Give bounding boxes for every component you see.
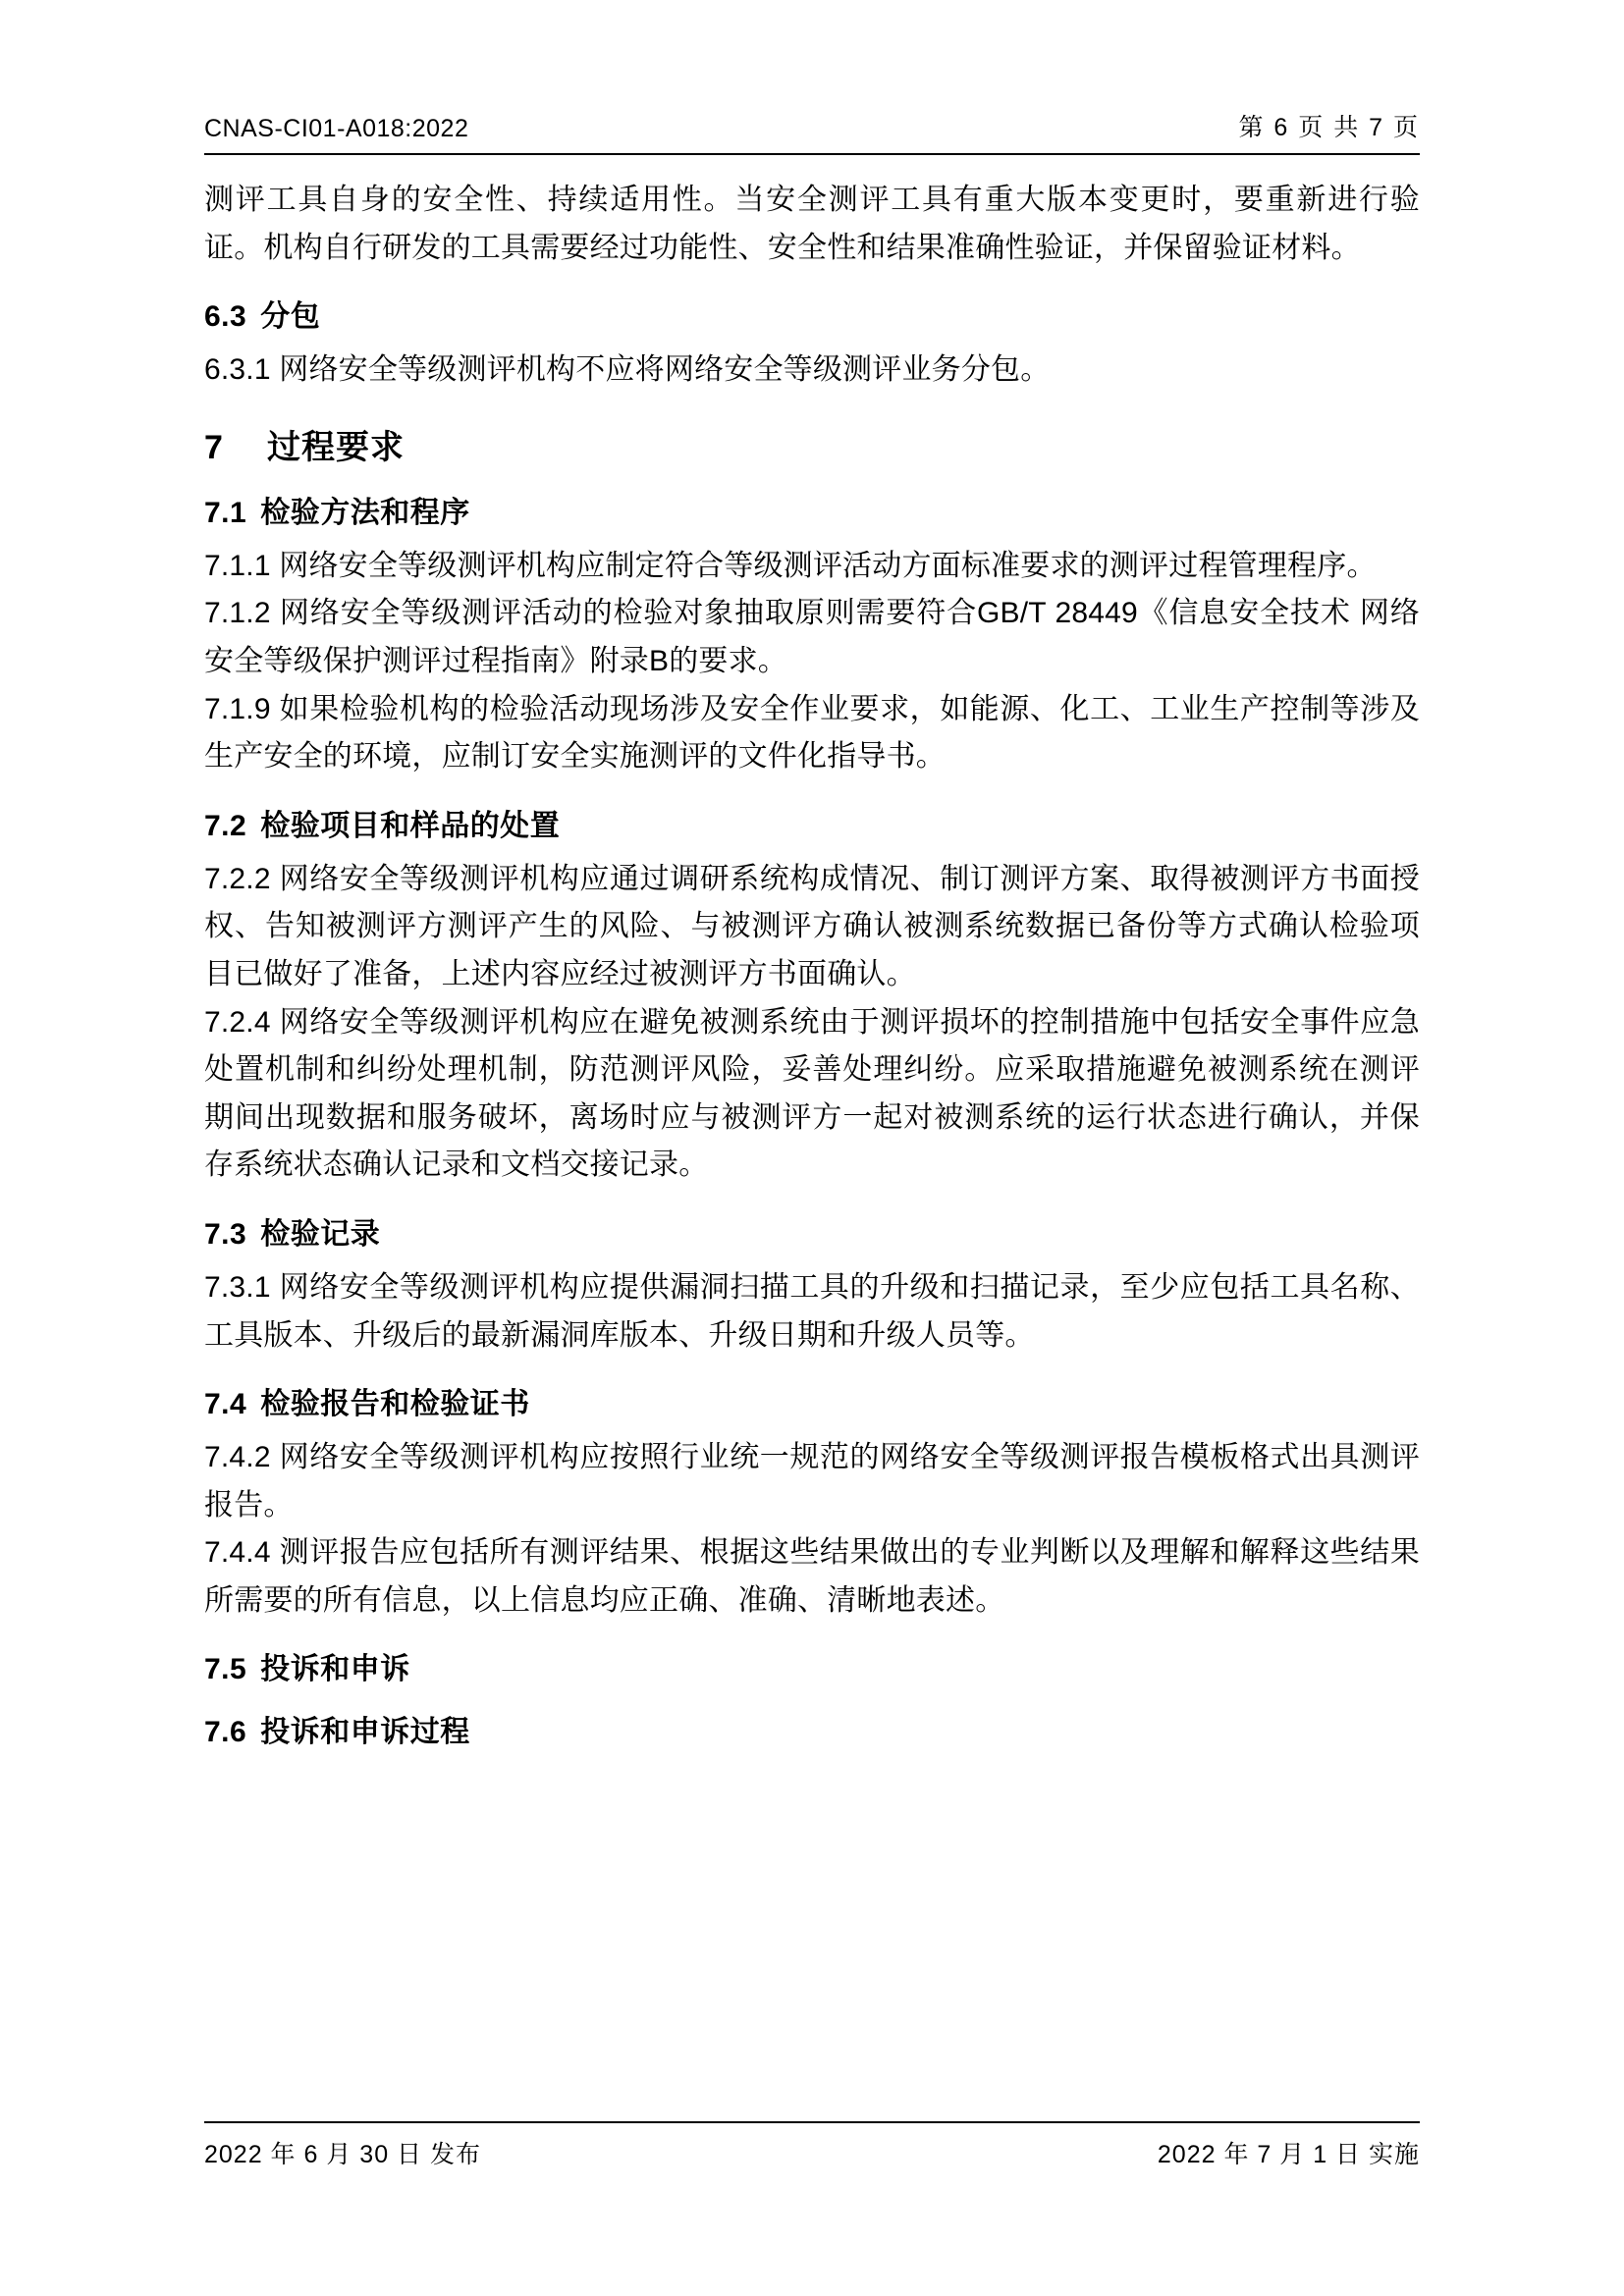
paragraph-7-1-2: 7.1.2 网络安全等级测评活动的检验对象抽取原则需要符合GB/T 28449《信息安全技术 网络安全等级保护测评过程指南》附录B的要求。: [204, 597, 1420, 677]
heading-7-6-title: 投诉和申诉过程: [260, 1716, 470, 1749]
paragraph-7-1-9: 7.1.9 如果检验机构的检验活动现场涉及安全作业要求，如能源、化工、工业生产控制等涉及生产安全的环境，应制订安全实施测评的文件化指导书。: [204, 692, 1420, 774]
heading-7-2-title: 检验项目和样品的处置: [260, 809, 561, 842]
heading-6-3: [204, 292, 1420, 335]
header-document-id: CNAS-CI01-A018:2022: [204, 115, 469, 142]
paragraph-continued: 测评工具自身的安全性、持续适用性。当安全测评工具有重大版本变更时，要重新进行验证。机构自行研发的工具需要经过功能性、安全性和结果准确性验证，并保留验证材料。: [204, 184, 1420, 264]
heading-7-1-number: 7.1: [204, 496, 247, 529]
paragraph-7-2-2: 7.2.2 网络安全等级测评机构应通过调研系统构成情况、制订测评方案、取得被测评方书面授权、告知被测评方测评产生的风险、与被测评方确认被测系统数据已备份等方式确认检验项目已做好了准备，上述内容应经过被测评方书面确认。: [204, 862, 1420, 990]
paragraph-7-4-4: 7.4.4 测评报告应包括所有测评结果、根据这些结果做出的专业判断以及理解和解释这些结果所需要的所有信息，以上信息均应正确、准确、清晰地表述。: [204, 1536, 1420, 1617]
heading-7-6: [204, 1707, 1420, 1750]
footer-issue-date: 2022 年 6 月 30 日 发布: [204, 2141, 482, 2168]
heading-7-1: [204, 488, 1420, 531]
paragraph-7-1-1: 7.1.1 网络安全等级测评机构应制定符合等级测评活动方面标准要求的测评过程管理程序。: [204, 549, 1377, 582]
heading-7-number: 7: [204, 428, 224, 466]
heading-7-5: [204, 1644, 1420, 1687]
header-page-number: 第 6 页 共 7 页: [1238, 114, 1420, 141]
heading-7-3-number: 7.3: [204, 1217, 247, 1251]
paragraph-7-2-4: 7.2.4 网络安全等级测评机构应在避免被测系统由于测评损坏的控制措施中包括安全事件应急处置机制和纠纷处理机制，防范测评风险，妥善处理纠纷。应采取措施避免被测系统在测评期间出现数据和服务破坏，离场时应与被测评方一起对被测系统的运行状态进行确认，并保存系统状态确认记录和文档交接记录。: [204, 1005, 1420, 1182]
paragraph-7-4-2: 7.4.2 网络安全等级测评机构应按照行业统一规范的网络安全等级测评报告模板格式出具测评报告。: [204, 1441, 1420, 1522]
heading-7-3-title: 检验记录: [260, 1217, 381, 1251]
footer-effective-date: 2022 年 7 月 1 日 实施: [1157, 2141, 1420, 2168]
heading-7-4-title: 检验报告和检验证书: [260, 1388, 530, 1421]
heading-7-3: [204, 1209, 1420, 1253]
heading-7-4: [204, 1379, 1420, 1422]
page-footer: [204, 2121, 1420, 2170]
heading-7-2: [204, 801, 1420, 844]
heading-7-5-title: 投诉和申诉: [260, 1653, 410, 1686]
heading-6-3-number: 6.3: [204, 300, 247, 334]
heading-7: [204, 420, 1420, 468]
heading-7-title: 过程要求: [267, 428, 405, 466]
heading-7-5-number: 7.5: [204, 1653, 247, 1686]
paragraph-7-3-1: 7.3.1 网络安全等级测评机构应提供漏洞扫描工具的升级和扫描记录，至少应包括工具名称、工具版本、升级后的最新漏洞库版本、升级日期和升级人员等。: [204, 1270, 1420, 1352]
heading-6-3-title: 分包: [260, 300, 321, 334]
heading-7-2-number: 7.2: [204, 809, 247, 842]
paragraph-6-3-1: 6.3.1 网络安全等级测评机构不应将网络安全等级测评业务分包。: [204, 353, 1051, 387]
document-body: [204, 177, 1420, 1762]
page-header: [204, 108, 1420, 155]
heading-7-6-number: 7.6: [204, 1716, 247, 1749]
heading-7-4-number: 7.4: [204, 1388, 247, 1421]
heading-7-1-title: 检验方法和程序: [260, 496, 470, 529]
